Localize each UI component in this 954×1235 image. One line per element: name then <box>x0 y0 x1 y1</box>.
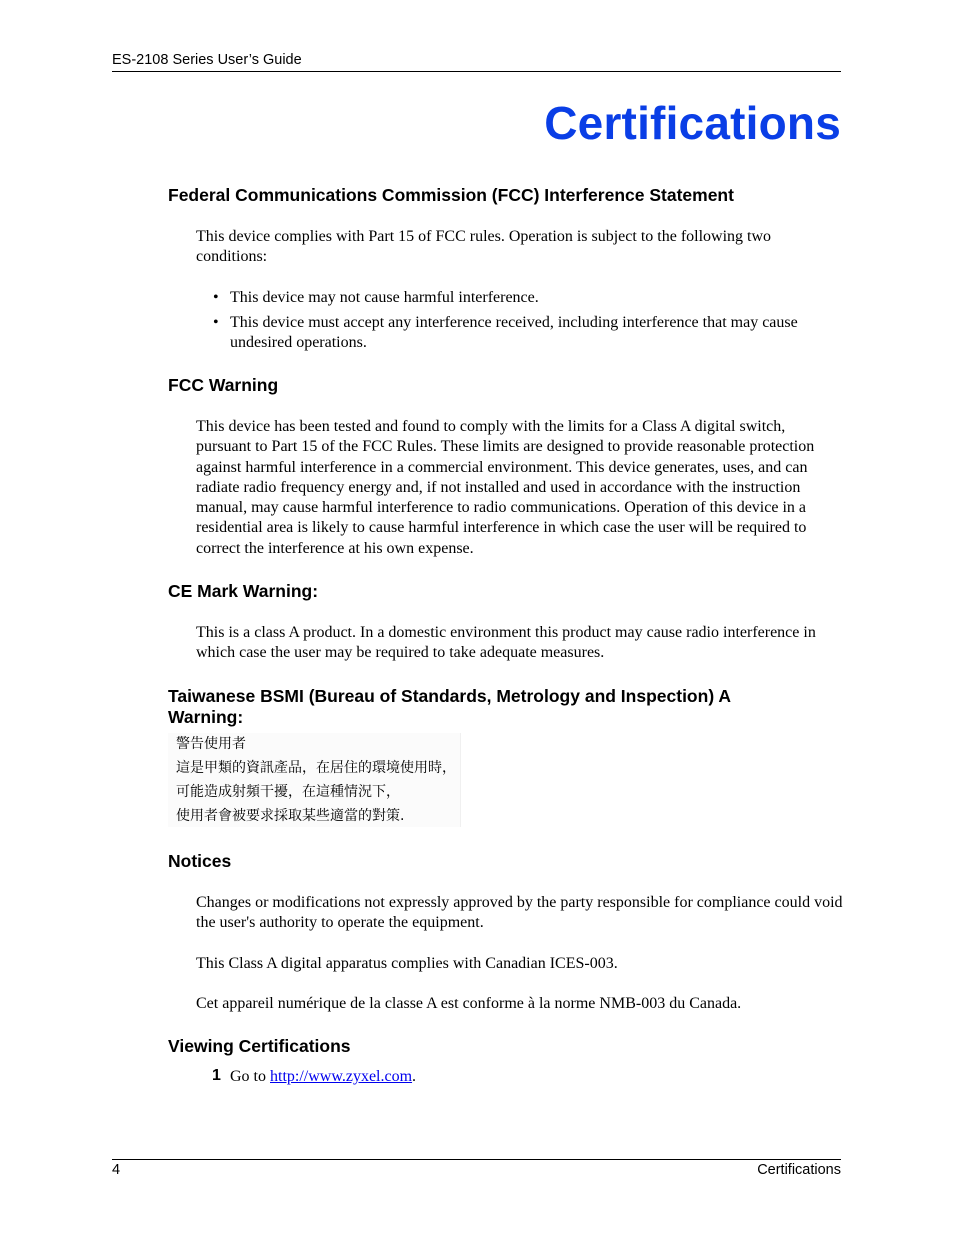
step-number: 1 <box>212 1067 221 1084</box>
bsmi-heading-line2: Warning: <box>168 707 244 727</box>
bsmi-line-3: 可能造成射頻干擾，在這種情況下， <box>176 784 400 800</box>
bsmi-warning-text-box <box>168 733 461 827</box>
page-number: 4 <box>112 1162 121 1178</box>
step-1-text <box>230 1067 416 1087</box>
running-header: ES-2108 Series User’s Guide <box>112 52 302 68</box>
fcc-statement-heading: Federal Communications Commission (FCC) Interference Statement <box>168 185 734 205</box>
header-rule <box>112 71 841 72</box>
fcc-bullet-2: This device must accept any interference received, including interference that may cause undesired operations. <box>230 314 798 352</box>
fcc-statement-intro: This device complies with Part 15 of FCC rules. Operation is subject to the following two conditions: <box>196 228 772 266</box>
notices-heading: Notices <box>168 851 232 871</box>
fcc-warning-text: This device has been tested and found to comply with the limits for a Class A digital switch, pursuant to Part 15 of the FCC Rules. These limits are designed to provide reasonable protection against harmful interference in a commercial environment. This device generates, uses, and can radiate radio frequency energy and, if not installed and used in accordance with the instruction manual, may cause harmful interference to radio communications. Operation of this device in a residential area is likely to cause harmful interference in which case the user will be required to correct the interference at his own expense. <box>196 418 815 557</box>
notices-para-2: This Class A digital apparatus complies with Canadian ICES-003. <box>196 955 618 972</box>
footer-rule <box>112 1159 841 1160</box>
fcc-bullet-1: This device may not cause harmful interference. <box>230 289 539 306</box>
bsmi-line-2: 這是甲類的資訊產品，在居住的環境使用時， <box>176 760 456 776</box>
ce-mark-heading: CE Mark Warning: <box>168 581 319 601</box>
zyxel-website-link[interactable]: http://www.zyxel.com <box>270 1068 413 1085</box>
step-prefix: Go to <box>230 1068 270 1085</box>
bullet-marker: • <box>213 289 219 306</box>
ce-mark-text: This is a class A product. In a domestic environment this product may cause radio interference in which case the user may be required to take adequate measures. <box>196 624 816 662</box>
notices-para-3: Cet appareil numérique de la classe A est conforme à la norme NMB-003 du Canada. <box>196 995 742 1012</box>
bsmi-heading-line1: Taiwanese BSMI (Bureau of Standards, Metrology and Inspection) A <box>168 686 731 706</box>
page-title: Certifications <box>544 97 841 149</box>
bsmi-line-1: 警告使用者 <box>176 736 246 752</box>
footer-section-title: Certifications <box>757 1162 841 1178</box>
notices-para-1: Changes or modifications not expressly approved by the party responsible for compliance could void the user's authority to operate the equipment. <box>196 894 843 932</box>
step-suffix: . <box>412 1068 417 1085</box>
fcc-warning-heading: FCC Warning <box>168 375 279 395</box>
bullet-marker: • <box>213 314 219 331</box>
viewing-certifications-heading: Viewing Certifications <box>168 1036 351 1056</box>
bsmi-line-4: 使用者會被要求採取某些適當的對策. <box>176 808 405 824</box>
